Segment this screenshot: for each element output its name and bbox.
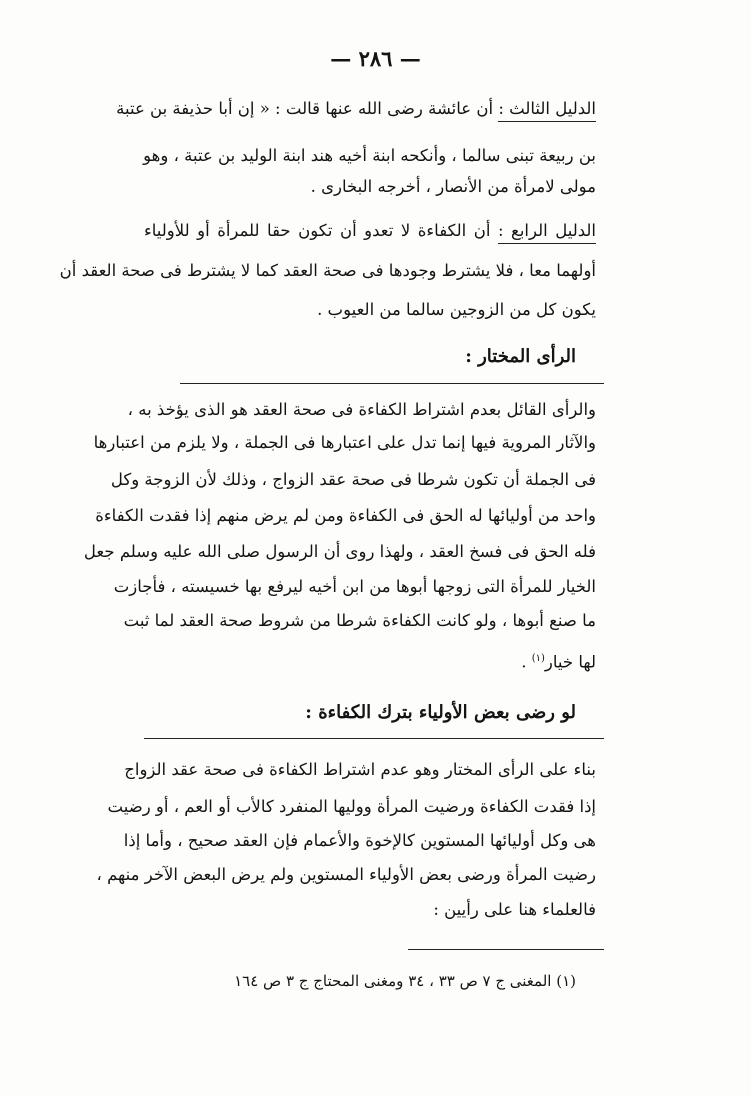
paragraph-line: أولهما معا ، فلا يشترط وجودها فى صحة العقد كما لا يشترط فى صحة العقد أن: [59, 261, 596, 280]
footnote: (١) المغنى ج ٧ ص ٣٣ ، ٣٤ ومغنى المحتاج ج ٣ ص ١٦٤: [234, 972, 576, 990]
evidence-label: الدليل الرابع :: [498, 221, 596, 244]
paragraph-line: فى الجملة أن تكون شرطا فى صحة عقد الزواج ، وذلك لأن الزوجة وكل: [110, 470, 596, 489]
paragraph-line: بن ربيعة تبنى سالما ، وأنكحه ابنة أخيه هند ابنة الوليد بن عتبة ، وهو: [143, 146, 596, 165]
paragraph-line: والرأى القائل بعدم اشتراط الكفاءة فى صحة العقد هو الذى يؤخذ به ،: [127, 400, 596, 419]
paragraph-line: الدليل الثالث : أن عائشة رضى الله عنها قالت : « إن أبا حذيفة بن عتبة: [144, 96, 596, 122]
paragraph-line: الخيار للمرأة التى زوجها أبوها من ابن أخيه ليرفع بها خسيسته ، فأجازت: [113, 577, 596, 596]
footnote-rule: [408, 949, 604, 950]
paragraph-line: مولى لامرأة من الأنصار ، أخرجه البخارى .: [310, 177, 596, 196]
paragraph-line: هى وكل أوليائها المستوين كالإخوة والأعمام فإن العقد صحيح ، وأما إذا: [123, 831, 596, 850]
heading-rule: [144, 738, 604, 739]
paragraph-line: يكون كل من الزوجين سالما من العيوب .: [317, 300, 596, 319]
paragraph-line: فالعلماء هنا على رأيين :: [433, 900, 596, 919]
paragraph-line: لها خيار$^{(١)}$ .: [521, 652, 596, 672]
evidence-label: الدليل الثالث :: [498, 99, 596, 122]
paragraph-line: واحد من أوليائها له الحق فى الكفاءة ومن لم يرض منهم إذا فقدت الكفاءة: [95, 506, 596, 525]
paragraph-line: والآثار المروية فيها إنما تدل على اعتبارها فى الجملة ، ولا يلزم من اعتبارها: [93, 433, 596, 452]
page-number: — ٢٨٦ —: [330, 46, 421, 71]
paragraph-line: الدليل الرابع : أن الكفاءة لا تعدو أن تكون حقا للمرأة أو للأولياء: [144, 218, 596, 244]
paragraph-line: ما صنع أبوها ، ولو كانت الكفاءة شرطا من شروط صحة العقد لما ثبت: [123, 611, 596, 630]
heading-rule: [180, 383, 604, 384]
section-heading: لو رضى بعض الأولياء بترك الكفاءة :: [305, 702, 576, 723]
paragraph-line: إذا فقدت الكفاءة ورضيت المرأة ووليها المنفرد كالأب أو العم ، أو رضيت: [107, 797, 596, 816]
paragraph-line: بناء على الرأى المختار وهو عدم اشتراط الكفاءة فى صحة عقد الزواج: [124, 760, 596, 779]
paragraph-line: رضيت المرأة ورضى بعض الأولياء المستوين ولم يرض البعض الآخر منهم ،: [96, 865, 596, 884]
footnote-marker: (١): [531, 653, 545, 664]
paragraph-line: فله الحق فى فسخ العقد ، ولهذا روى أن الرسول صلى الله عليه وسلم جعل: [83, 542, 596, 561]
section-heading: الرأى المختار :: [465, 346, 576, 367]
